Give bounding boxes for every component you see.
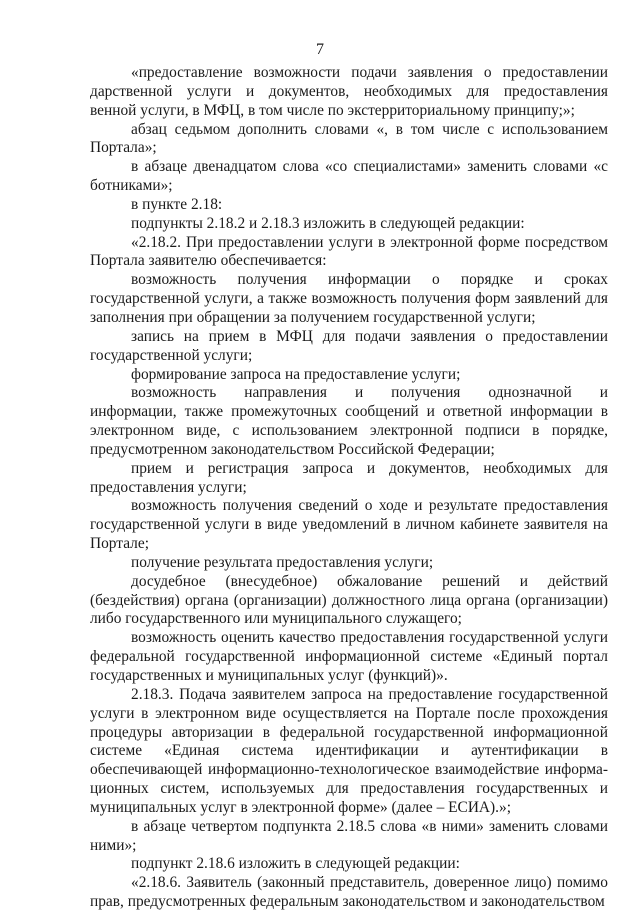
paragraph-line: Портале; xyxy=(90,535,149,553)
paragraph xyxy=(90,196,608,215)
paragraph xyxy=(90,121,608,159)
paragraph-line: 2.18.3. Подача заявителем запроса на предоставление государственной xyxy=(131,685,608,703)
paragraph-line: ционных систем, используемых для предоставления государственных и xyxy=(90,780,608,798)
paragraph-line: запись на прием в МФЦ для подачи заявления о предоставлении xyxy=(131,327,608,345)
paragraph-line: системе «Единая система идентификации и аутентификации в xyxy=(90,742,608,760)
paragraph-line: обеспечивающей информационно-технологическое взаимодействие информа- xyxy=(90,761,608,779)
paragraph xyxy=(90,328,608,366)
paragraph-line: прием и регистрация запроса и документов, необходимых для xyxy=(131,459,608,477)
paragraph-line: возможность направления и получения однозначной и xyxy=(131,384,608,402)
paragraph-line: (бездействия) органа (организации) должностного лица органа (организации) xyxy=(90,591,608,609)
paragraph-line: федеральной государственной информационной системе «Единый портал xyxy=(90,648,608,666)
paragraph-line: ботниками»; xyxy=(90,177,173,195)
paragraph-line: в пункте 2.18: xyxy=(131,195,223,213)
paragraph xyxy=(90,215,608,234)
paragraph-line: возможность оценить качество предоставления государственной услуги xyxy=(131,629,608,647)
paragraph-line: государственной услуги в виде уведомлений в личном кабинете заявителя на xyxy=(90,516,608,534)
paragraph xyxy=(90,554,608,573)
paragraph xyxy=(90,64,608,121)
paragraph-line: подпункт 2.18.6 изложить в следующей редакции: xyxy=(131,855,460,873)
paragraph-line: формирование запроса на предоставление услуги; xyxy=(131,365,461,383)
paragraph-line: «2.18.6. Заявитель (законный представитель, доверенное лицо) помимо xyxy=(131,874,608,892)
paragraph xyxy=(90,460,608,498)
paragraph-line: муниципальных услуг в электронной форме» (далее – ЕСИА).»; xyxy=(90,798,511,816)
paragraph-line: государственных и муниципальных услуг (функций)». xyxy=(90,667,448,684)
paragraph-line: прав, предусмотренных федеральным законодательством и законодательством xyxy=(90,893,605,911)
paragraph xyxy=(90,686,608,818)
paragraph-line: «предоставление возможности подачи заявления о предоставлении xyxy=(131,64,608,81)
paragraph xyxy=(90,366,608,385)
paragraph-line: услуги в электронном виде осуществляется на Портале после прохождения xyxy=(90,704,608,722)
paragraph-line: возможность получения информации о порядке и сроках xyxy=(131,271,608,289)
page-number: 7 xyxy=(316,41,324,58)
paragraph xyxy=(90,234,608,272)
paragraph-line: предоставления услуги; xyxy=(90,478,247,496)
paragraph-line: процедуры авторизации в федеральной государственной информационной xyxy=(90,723,608,741)
paragraph-line: Портала заявителю обеспечивается: xyxy=(90,252,327,270)
paragraph-line: либо государственного или муниципального служащего; xyxy=(90,610,462,628)
document-body xyxy=(90,64,608,912)
paragraph-line: Портала»; xyxy=(90,139,157,157)
paragraph-line: государственной услуги; xyxy=(90,346,253,364)
paragraph-line: «2.18.2. При предоставлении услуги в электронной форме посредством xyxy=(131,233,608,251)
paragraph-line: абзац седьмом дополнить словами «, в том числе с использованием xyxy=(131,120,608,138)
paragraph-line: дарственной услуги и документов, необходимых для предоставления xyxy=(90,82,608,100)
paragraph xyxy=(90,158,608,196)
paragraph-line: досудебное (внесудебное) обжалование решений и действий xyxy=(131,572,608,590)
paragraph-line: государственной услуги, а также возможность получения форм заявлений для xyxy=(90,290,608,308)
paragraph-line: в абзаце двенадцатом слова «со специалистами» заменить словами «с xyxy=(131,158,608,176)
paragraph xyxy=(90,271,608,328)
paragraph xyxy=(90,629,608,686)
paragraph-line: заполнения при обращении за получением государственной услуги; xyxy=(90,308,536,326)
paragraph-line: подпункты 2.18.2 и 2.18.3 изложить в следующей редакции: xyxy=(131,214,525,232)
paragraph-line: информации, также промежуточных сообщений и ответной информации в xyxy=(90,403,608,421)
paragraph-line: возможность получения сведений о ходе и результате предоставления xyxy=(131,497,608,515)
paragraph xyxy=(90,497,608,554)
paragraph-line: венной услуги, в МФЦ, в том числе по экстерриториальному принципу;»; xyxy=(90,101,575,119)
paragraph-line: предусмотренном законодательством Российской Федерации; xyxy=(90,440,495,458)
paragraph-line: электронном виде, с использованием электронной подписи в порядке, xyxy=(90,422,608,440)
paragraph xyxy=(90,874,608,912)
paragraph-line: в абзаце четвертом подпункта 2.18.5 слова «в ними» заменить словами xyxy=(131,817,608,835)
paragraph-line: получение результата предоставления услуги; xyxy=(131,553,434,571)
paragraph xyxy=(90,384,608,459)
paragraph xyxy=(90,855,608,874)
paragraph xyxy=(90,818,608,856)
paragraph xyxy=(90,573,608,630)
paragraph-line: ними»; xyxy=(90,836,137,854)
